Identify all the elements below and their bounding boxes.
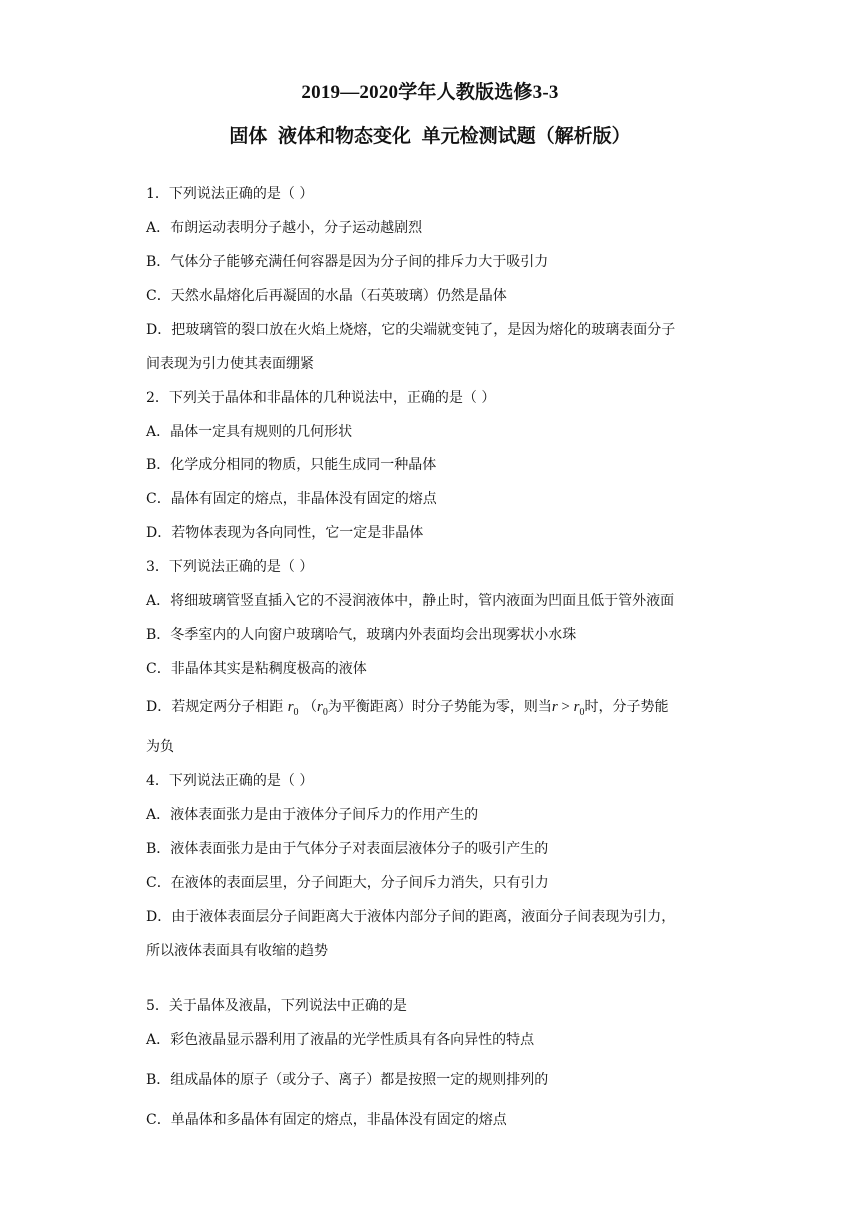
formula-r0: $r_0$ <box>287 699 299 718</box>
question-2-option-a: A．晶体一定具有规则的几何形状 <box>146 424 353 440</box>
document-title: 2019—2020学年人教版选修3-3 <box>301 82 559 103</box>
option-d-text-3: 为平衡距离）时分子势能为零，则当 <box>327 699 552 715</box>
question-3-option-d-continued: 为负 <box>146 739 174 755</box>
question-2-option-d: D．若物体表现为各向同性，它一定是非晶体 <box>146 525 424 541</box>
question-4-option-d-continued: 所以液体表面具有收缩的趋势 <box>146 943 328 959</box>
question-4-option-c: C．在液体的表面层里，分子间距大，分子间斥力消失，只有引力 <box>146 875 549 891</box>
question-1-option-d-continued: 间表现为引力使其表面绷紧 <box>146 356 314 372</box>
question-2-option-b: B．化学成分相同的物质，只能生成同一种晶体 <box>146 457 437 473</box>
question-1-option-c: C．天然水晶熔化后再凝固的水晶（石英玻璃）仍然是晶体 <box>146 288 507 304</box>
option-d-text-1: D．若规定两分子相距 <box>146 699 284 715</box>
document-subtitle: 固体 液体和物态变化 单元检测试题（解析版） <box>229 125 631 147</box>
question-1-option-a: A．布朗运动表明分子越小，分子运动越剧烈 <box>146 220 423 236</box>
question-5-option-c: C．单晶体和多晶体有固定的熔点，非晶体没有固定的熔点 <box>146 1112 507 1128</box>
question-2-stem: 2．下列关于晶体和非晶体的几种说法中，正确的是（ ） <box>146 390 496 406</box>
question-3-stem: 3．下列说法正确的是（ ） <box>146 559 314 575</box>
formula-r0-inline: $r_0$ <box>316 699 328 718</box>
option-d-text-4: 时，分子势能 <box>584 699 669 715</box>
question-5-stem: 5．关于晶体及液晶，下列说法中正确的是 <box>146 998 407 1014</box>
question-2-option-c: C．晶体有固定的熔点，非晶体没有固定的熔点 <box>146 491 437 507</box>
question-3-option-a: A．将细玻璃管竖直插入它的不浸润液体中，静止时，管内液面为凹面且低于管外液面 <box>146 593 675 609</box>
question-1-option-b: B．气体分子能够充满任何容器是因为分子间的排斥力大于吸引力 <box>146 254 549 270</box>
question-5-option-a: A．彩色液晶显示器利用了液晶的光学性质具有各向异性的特点 <box>146 1032 535 1048</box>
question-3-option-c: C．非晶体其实是粘稠度极高的液体 <box>146 661 367 677</box>
question-4-option-a: A．液体表面张力是由于液体分子间斥力的作用产生的 <box>146 807 479 823</box>
question-4-option-b: B．液体表面张力是由于气体分子对表面层液体分子的吸引产生的 <box>146 841 549 857</box>
question-1-stem: 1．下列说法正确的是（ ） <box>146 186 314 202</box>
question-4-stem: 4．下列说法正确的是（ ） <box>146 773 314 789</box>
question-4-option-d: D．由于液体表面层分子间距离大于液体内部分子间的距离，液面分子间表现为引力， <box>146 909 676 925</box>
question-3-option-b: B．冬季室内的人向窗户玻璃哈气，玻璃内外表面均会出现雾状小水珠 <box>146 627 577 643</box>
question-5-option-b: B．组成晶体的原子（或分子、离子）都是按照一定的规则排列的 <box>146 1072 549 1088</box>
question-1-option-d: D．把玻璃管的裂口放在火焰上烧熔，它的尖端就变钝了，是因为熔化的玻璃表面分子 <box>146 322 676 338</box>
question-3-option-d <box>146 698 668 722</box>
formula-r-gt-r0: $r > r_0$ <box>551 699 585 718</box>
option-d-text-2: （ <box>302 699 317 715</box>
